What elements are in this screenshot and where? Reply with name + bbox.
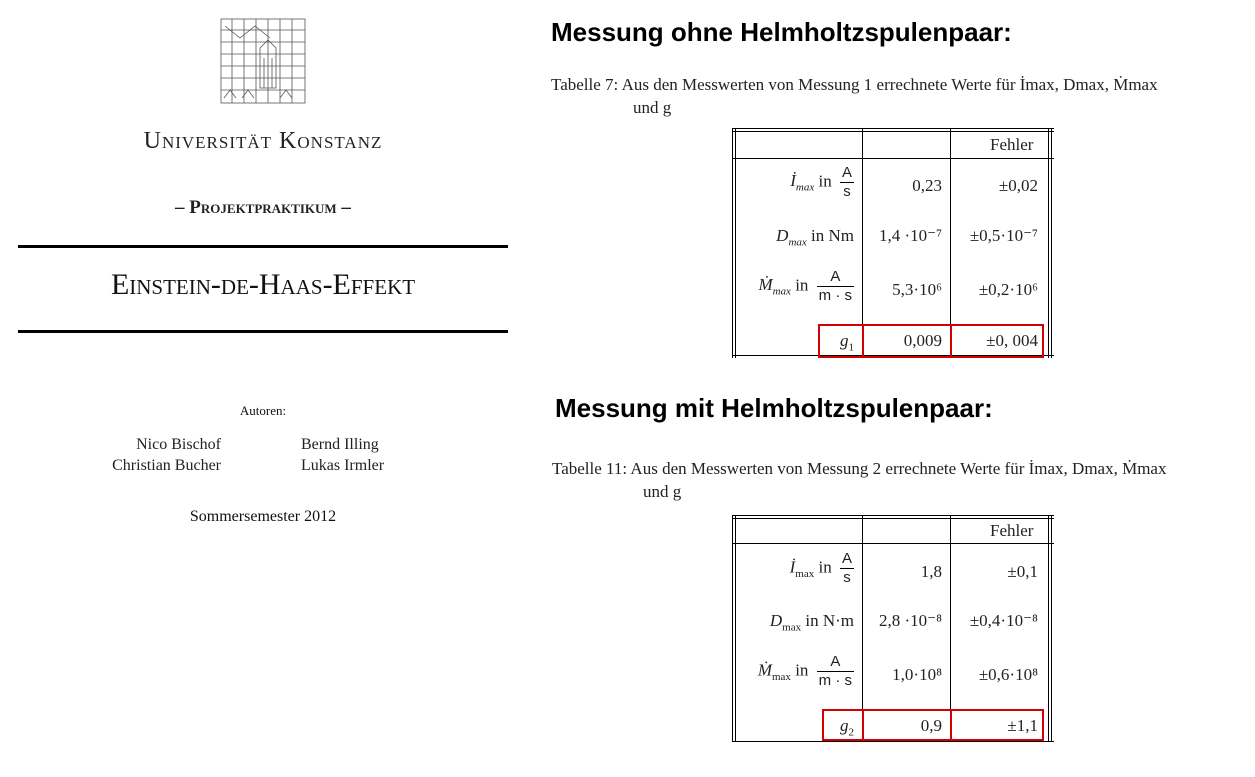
row-value: 1,0·10⁸ [892,665,942,684]
row-value: 0,9 [920,716,942,735]
divider-top [18,245,508,248]
author-name: Nico Bischof [136,436,221,453]
row-value: 5,3·10⁶ [892,280,942,299]
row-value: 1,8 [920,562,942,581]
author-name: Christian Bucher [112,457,221,474]
course-label: – Projektpraktikum – [175,197,351,218]
header-error: Fehler [990,521,1034,540]
author-name: Lukas Irmler [301,457,385,474]
row-value: 1,4 ·10⁻⁷ [878,226,942,245]
row-error: ±0,6·10⁸ [978,665,1038,684]
row-label-dmax: $D_{max}$ in N·m [769,611,854,634]
row-value: 0,23 [912,176,942,195]
caption-line: Tabelle 11: Aus den Messwerten von Messung 2 errechnete Werte für İmax, Dmax, Ṁmax [552,459,1167,478]
row-error: ±0,5·10⁻⁷ [969,226,1038,245]
section-heading-without-helmholtz: Messung ohne Helmholtzspulenpaar: [551,17,1012,47]
row-label-mmax: Ṁ$_{max}$ in $\frac{A}{m \cdot s}$ [758,268,852,304]
caption-line: Tabelle 7: Aus den Messwerten von Messung 1 errechnete Werte für İmax, Dmax, Ṁmax [551,75,1158,94]
results-table-2 [732,515,1054,742]
row-value: 2,8 ·10⁻⁸ [878,611,942,630]
row-value: 0,009 [903,331,942,350]
author-name: Bernd Illing [301,436,379,453]
university-name: Universität Konstanz [143,128,383,154]
results-table-1 [732,128,1054,358]
row-error: ±0,1 [1007,562,1038,581]
highlight-box-g1 [818,324,1044,358]
row-error: ±0,2·10⁶ [978,280,1038,299]
row-error: ±0,02 [998,176,1038,195]
row-error: ±0, 004 [986,331,1038,350]
semester: Sommersemester 2012 [189,508,337,525]
row-label-mmax: Ṁ$_{max}$ in $\frac{A}{m \cdot s}$ [757,653,852,689]
row-error: ±1,1 [1007,716,1038,735]
row-label-dmax: $D_{max}$ in Nm [776,226,854,249]
report-title: Einstein-de-Haas-Effekt [110,268,416,301]
caption-line: und g [643,482,682,501]
authors-label: Autoren: [239,403,287,418]
header-error: Fehler [990,135,1034,154]
university-logo [220,18,306,104]
table-caption [552,457,1242,503]
row-label-imax: $İ_{max}$ in $\frac{A}{s}$ [789,550,852,586]
row-label-g1: $g_1$ [840,331,854,354]
section-heading-with-helmholtz: Messung mit Helmholtzspulenpaar: [555,393,993,423]
table-caption [551,73,1241,119]
row-label-imax: $İ_{max}$ in $\frac{A}{s}$ [790,164,852,200]
divider-bottom [18,330,508,333]
highlight-box-g2 [822,709,1044,741]
caption-line: und g [633,98,672,117]
row-error: ±0,4·10⁻⁸ [969,611,1038,630]
row-label-g2: $g_2$ [840,716,854,739]
